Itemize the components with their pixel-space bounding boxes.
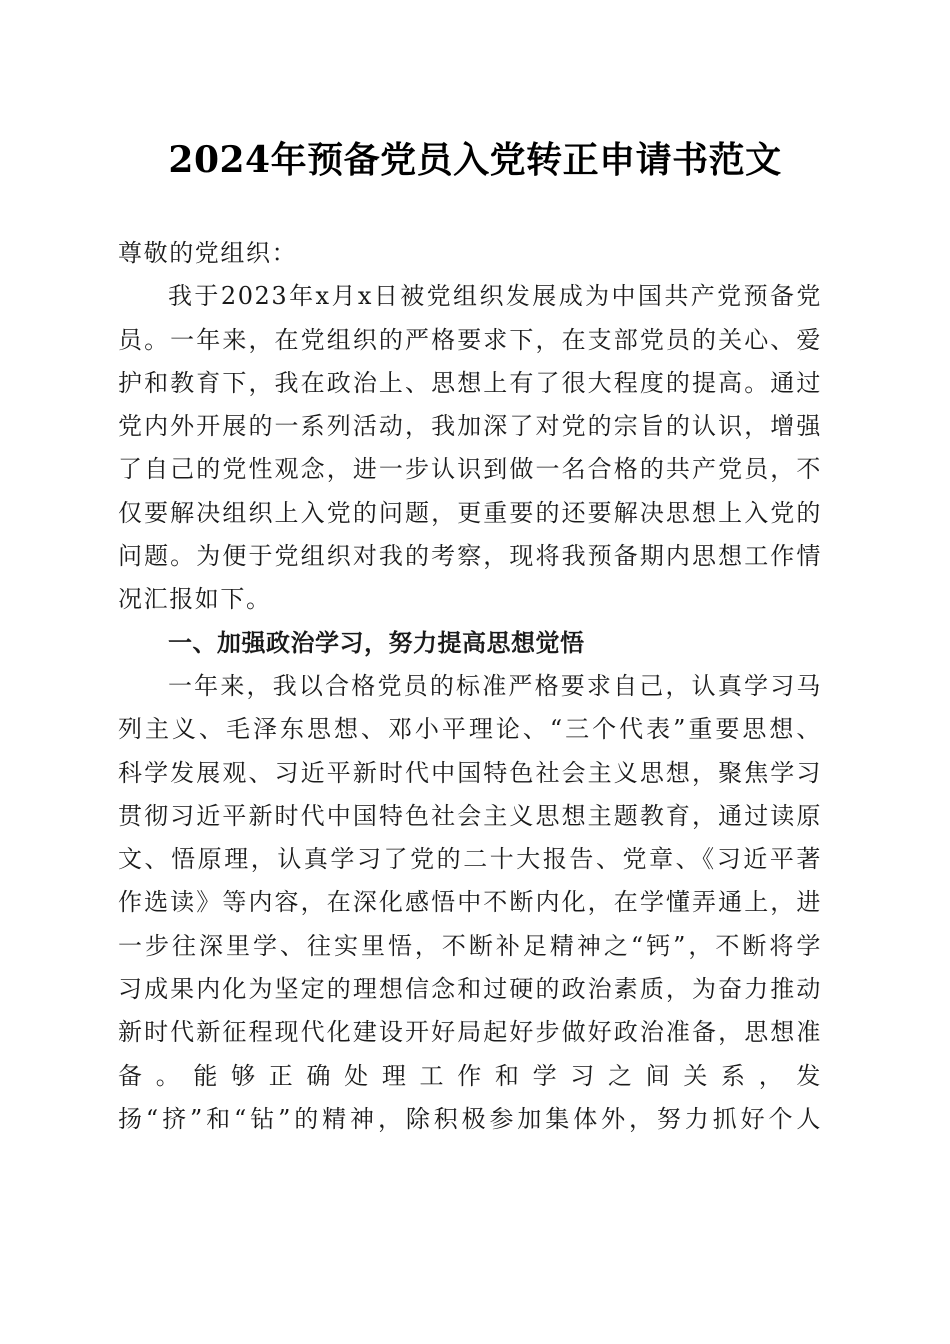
paragraph-line: 列主义、毛泽东思想、邓小平理论、“三个代表”重要思想、 <box>118 715 822 744</box>
paragraph-line: 新时代新征程现代化建设开好局起好步做好政治准备，思想准 <box>118 1018 822 1047</box>
paragraph-line: 一步往深里学、往实里悟，不断补足精神之“钙”，不断将学 <box>118 931 822 960</box>
paragraph-line: 贯彻习近平新时代中国特色社会主义思想主题教育，通过读原 <box>118 801 822 830</box>
paragraph-line: 扬“挤”和“钻”的精神，除积极参加集体外，努力抓好个人 <box>118 1104 822 1133</box>
paragraph-line: 一年来，我以合格党员的标准严格要求自己，认真学习马 <box>168 671 822 700</box>
paragraph-line: 习成果内化为坚定的理想信念和过硬的政治素质，为奋力推动 <box>118 975 822 1004</box>
paragraph-line: 问题。为便于党组织对我的考察，现将我预备期内思想工作情 <box>118 542 822 571</box>
section-heading: 一、加强政治学习，努力提高思想觉悟 <box>168 628 585 657</box>
paragraph-line: 党内外开展的一系列活动，我加深了对党的宗旨的认识，增强 <box>118 412 822 441</box>
paragraph-line: 我于2023年x月x日被党组织发展成为中国共产党预备党 <box>168 282 822 311</box>
paragraph-line: 护和教育下，我在政治上、思想上有了很大程度的提高。通过 <box>118 368 822 397</box>
paragraph-line: 了自己的党性观念，进一步认识到做一名合格的共产党员，不 <box>118 455 822 484</box>
paragraph-line: 员。一年来，在党组织的严格要求下，在支部党员的关心、爱 <box>118 325 822 354</box>
paragraph-line: 作选读》等内容，在深化感悟中不断内化，在学懂弄通上，进 <box>118 888 822 917</box>
paragraph-line: 况汇报如下。 <box>118 585 272 614</box>
paragraph-line: 仅要解决组织上入党的问题，更重要的还要解决思想上入党的 <box>118 498 822 527</box>
paragraph-line: 科学发展观、习近平新时代中国特色社会主义思想，聚焦学习 <box>118 758 822 787</box>
document-body <box>118 232 822 1141</box>
paragraph-line: 文、悟原理，认真学习了党的二十大报告、党章、《习近平著 <box>118 845 822 874</box>
paragraph-line: 备。能够正确处理工作和学习之间关系，发 <box>118 1061 822 1090</box>
salutation: 尊敬的党组织： <box>118 239 298 267</box>
document-title: 2024年预备党员入党转正申请书范文 <box>168 139 782 181</box>
